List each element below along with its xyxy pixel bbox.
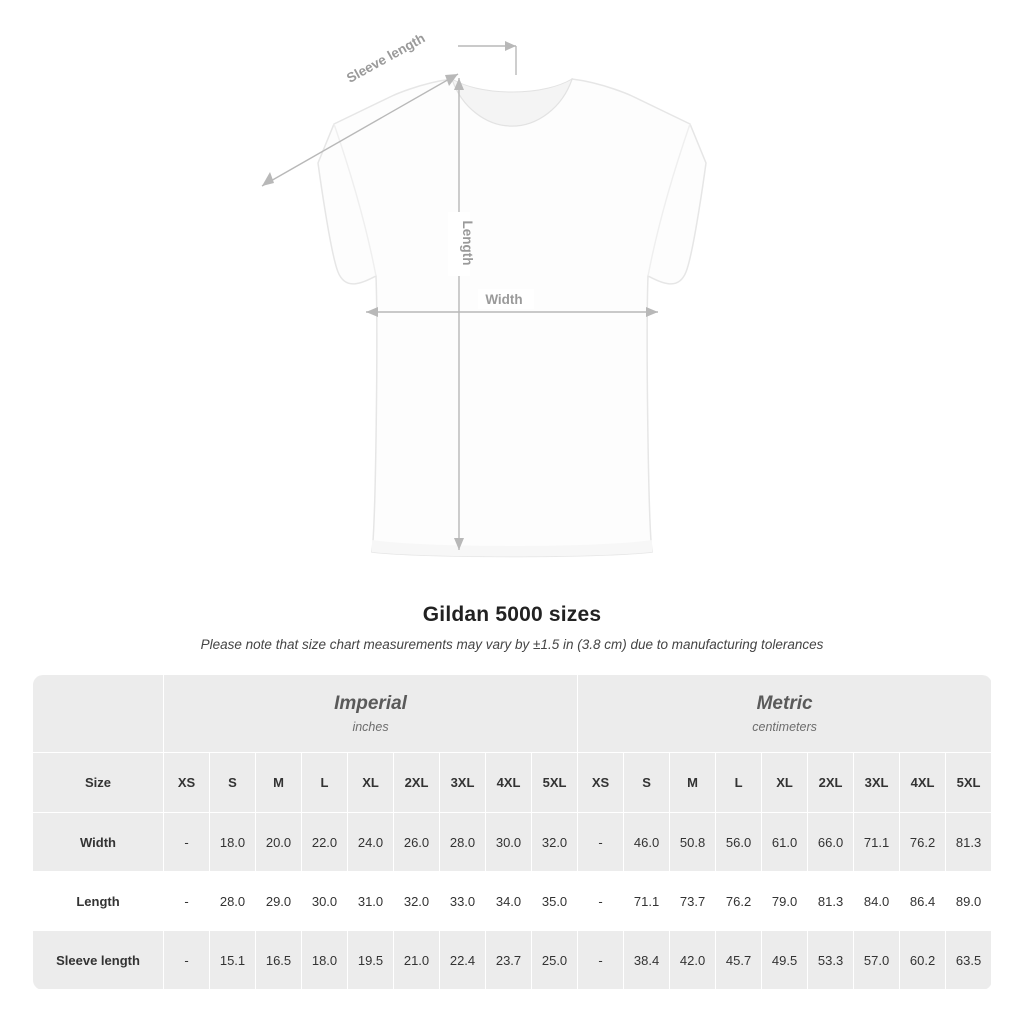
cell: 84.0 [854,872,900,931]
cell: 50.8 [670,813,716,872]
title-block [0,603,1024,652]
cell: 28.0 [440,813,486,872]
cell: 25.0 [532,931,578,990]
size-header-cell: XS [578,753,624,813]
cell: - [164,813,210,872]
tolerance-note: Please note that size chart measurements may vary by ±1.5 in (3.8 cm) due to manufacturing tolerances [200,637,824,652]
unit-header-metric [578,675,992,753]
size-header-cell: XS [164,753,210,813]
cell: 86.4 [900,872,946,931]
cell: 57.0 [854,931,900,990]
cell: 35.0 [532,872,578,931]
cell: 33.0 [440,872,486,931]
cell: 22.4 [440,931,486,990]
row-label: Width [33,813,164,872]
cell: - [164,872,210,931]
size-header-cell: 3XL [440,753,486,813]
cell: 20.0 [256,813,302,872]
size-header-cell: XL [348,753,394,813]
cell: - [578,813,624,872]
size-header-cell: 2XL [808,753,854,813]
table-row [33,872,992,931]
cell: 56.0 [716,813,762,872]
cell: 61.0 [762,813,808,872]
cell: 46.0 [624,813,670,872]
unit-sub-metric: centimeters [752,720,817,734]
size-header-cell: 3XL [854,753,900,813]
unit-header-row [33,675,992,753]
page-title: Gildan 5000 sizes [422,603,602,626]
cell: 79.0 [762,872,808,931]
size-label-cell: Size [33,753,164,813]
label-width: Width [485,292,523,307]
cell: 66.0 [808,813,854,872]
unit-sub-imperial: inches [352,720,389,734]
cell: 32.0 [532,813,578,872]
table-row [33,931,992,990]
size-header-cell: XL [762,753,808,813]
size-table-wrap [32,674,992,990]
cell: 71.1 [624,872,670,931]
size-header-cell: M [670,753,716,813]
cell: 15.1 [210,931,256,990]
size-header-cell: S [210,753,256,813]
cell: 21.0 [394,931,440,990]
cell: 18.0 [210,813,256,872]
size-header-cell: 5XL [946,753,992,813]
cell: 30.0 [486,813,532,872]
size-header-cell: 4XL [486,753,532,813]
cell: 24.0 [348,813,394,872]
row-label: Length [33,872,164,931]
cell: 28.0 [210,872,256,931]
size-header-cell: 5XL [532,753,578,813]
cell: 71.1 [854,813,900,872]
cell: 23.7 [486,931,532,990]
cell: 81.3 [946,813,992,872]
size-header-cell: 4XL [900,753,946,813]
cell: 32.0 [394,872,440,931]
cell: 42.0 [670,931,716,990]
label-length: Length [460,220,475,266]
unit-name-metric: Metric [756,693,813,714]
cell: 81.3 [808,872,854,931]
cell: 16.5 [256,931,302,990]
size-header-row [33,753,992,813]
table-row [33,813,992,872]
size-header-cell: L [716,753,762,813]
size-header-cell: M [256,753,302,813]
cell: 53.3 [808,931,854,990]
cell: 63.5 [946,931,992,990]
cell: 30.0 [302,872,348,931]
cell: 45.7 [716,931,762,990]
cell: - [578,931,624,990]
cell: 22.0 [302,813,348,872]
size-header-cell: S [624,753,670,813]
unit-name-imperial: Imperial [334,693,407,714]
cell: 31.0 [348,872,394,931]
size-header-cell: 2XL [394,753,440,813]
cell: 19.5 [348,931,394,990]
cell: 73.7 [670,872,716,931]
cell: 26.0 [394,813,440,872]
cell: - [578,872,624,931]
cell: 76.2 [900,813,946,872]
tshirt-shape [318,79,706,557]
corner-cell [33,675,164,753]
cell: 76.2 [716,872,762,931]
cell: 89.0 [946,872,992,931]
size-header-cell: L [302,753,348,813]
cell: 29.0 [256,872,302,931]
cell: - [164,931,210,990]
cell: 18.0 [302,931,348,990]
label-sleeve-length: Sleeve length [344,30,428,86]
cell: 34.0 [486,872,532,931]
cell: 38.4 [624,931,670,990]
size-chart-table [32,674,992,990]
unit-header-imperial [164,675,578,753]
cell: 49.5 [762,931,808,990]
row-label: Sleeve length [33,931,164,990]
cell: 60.2 [900,931,946,990]
